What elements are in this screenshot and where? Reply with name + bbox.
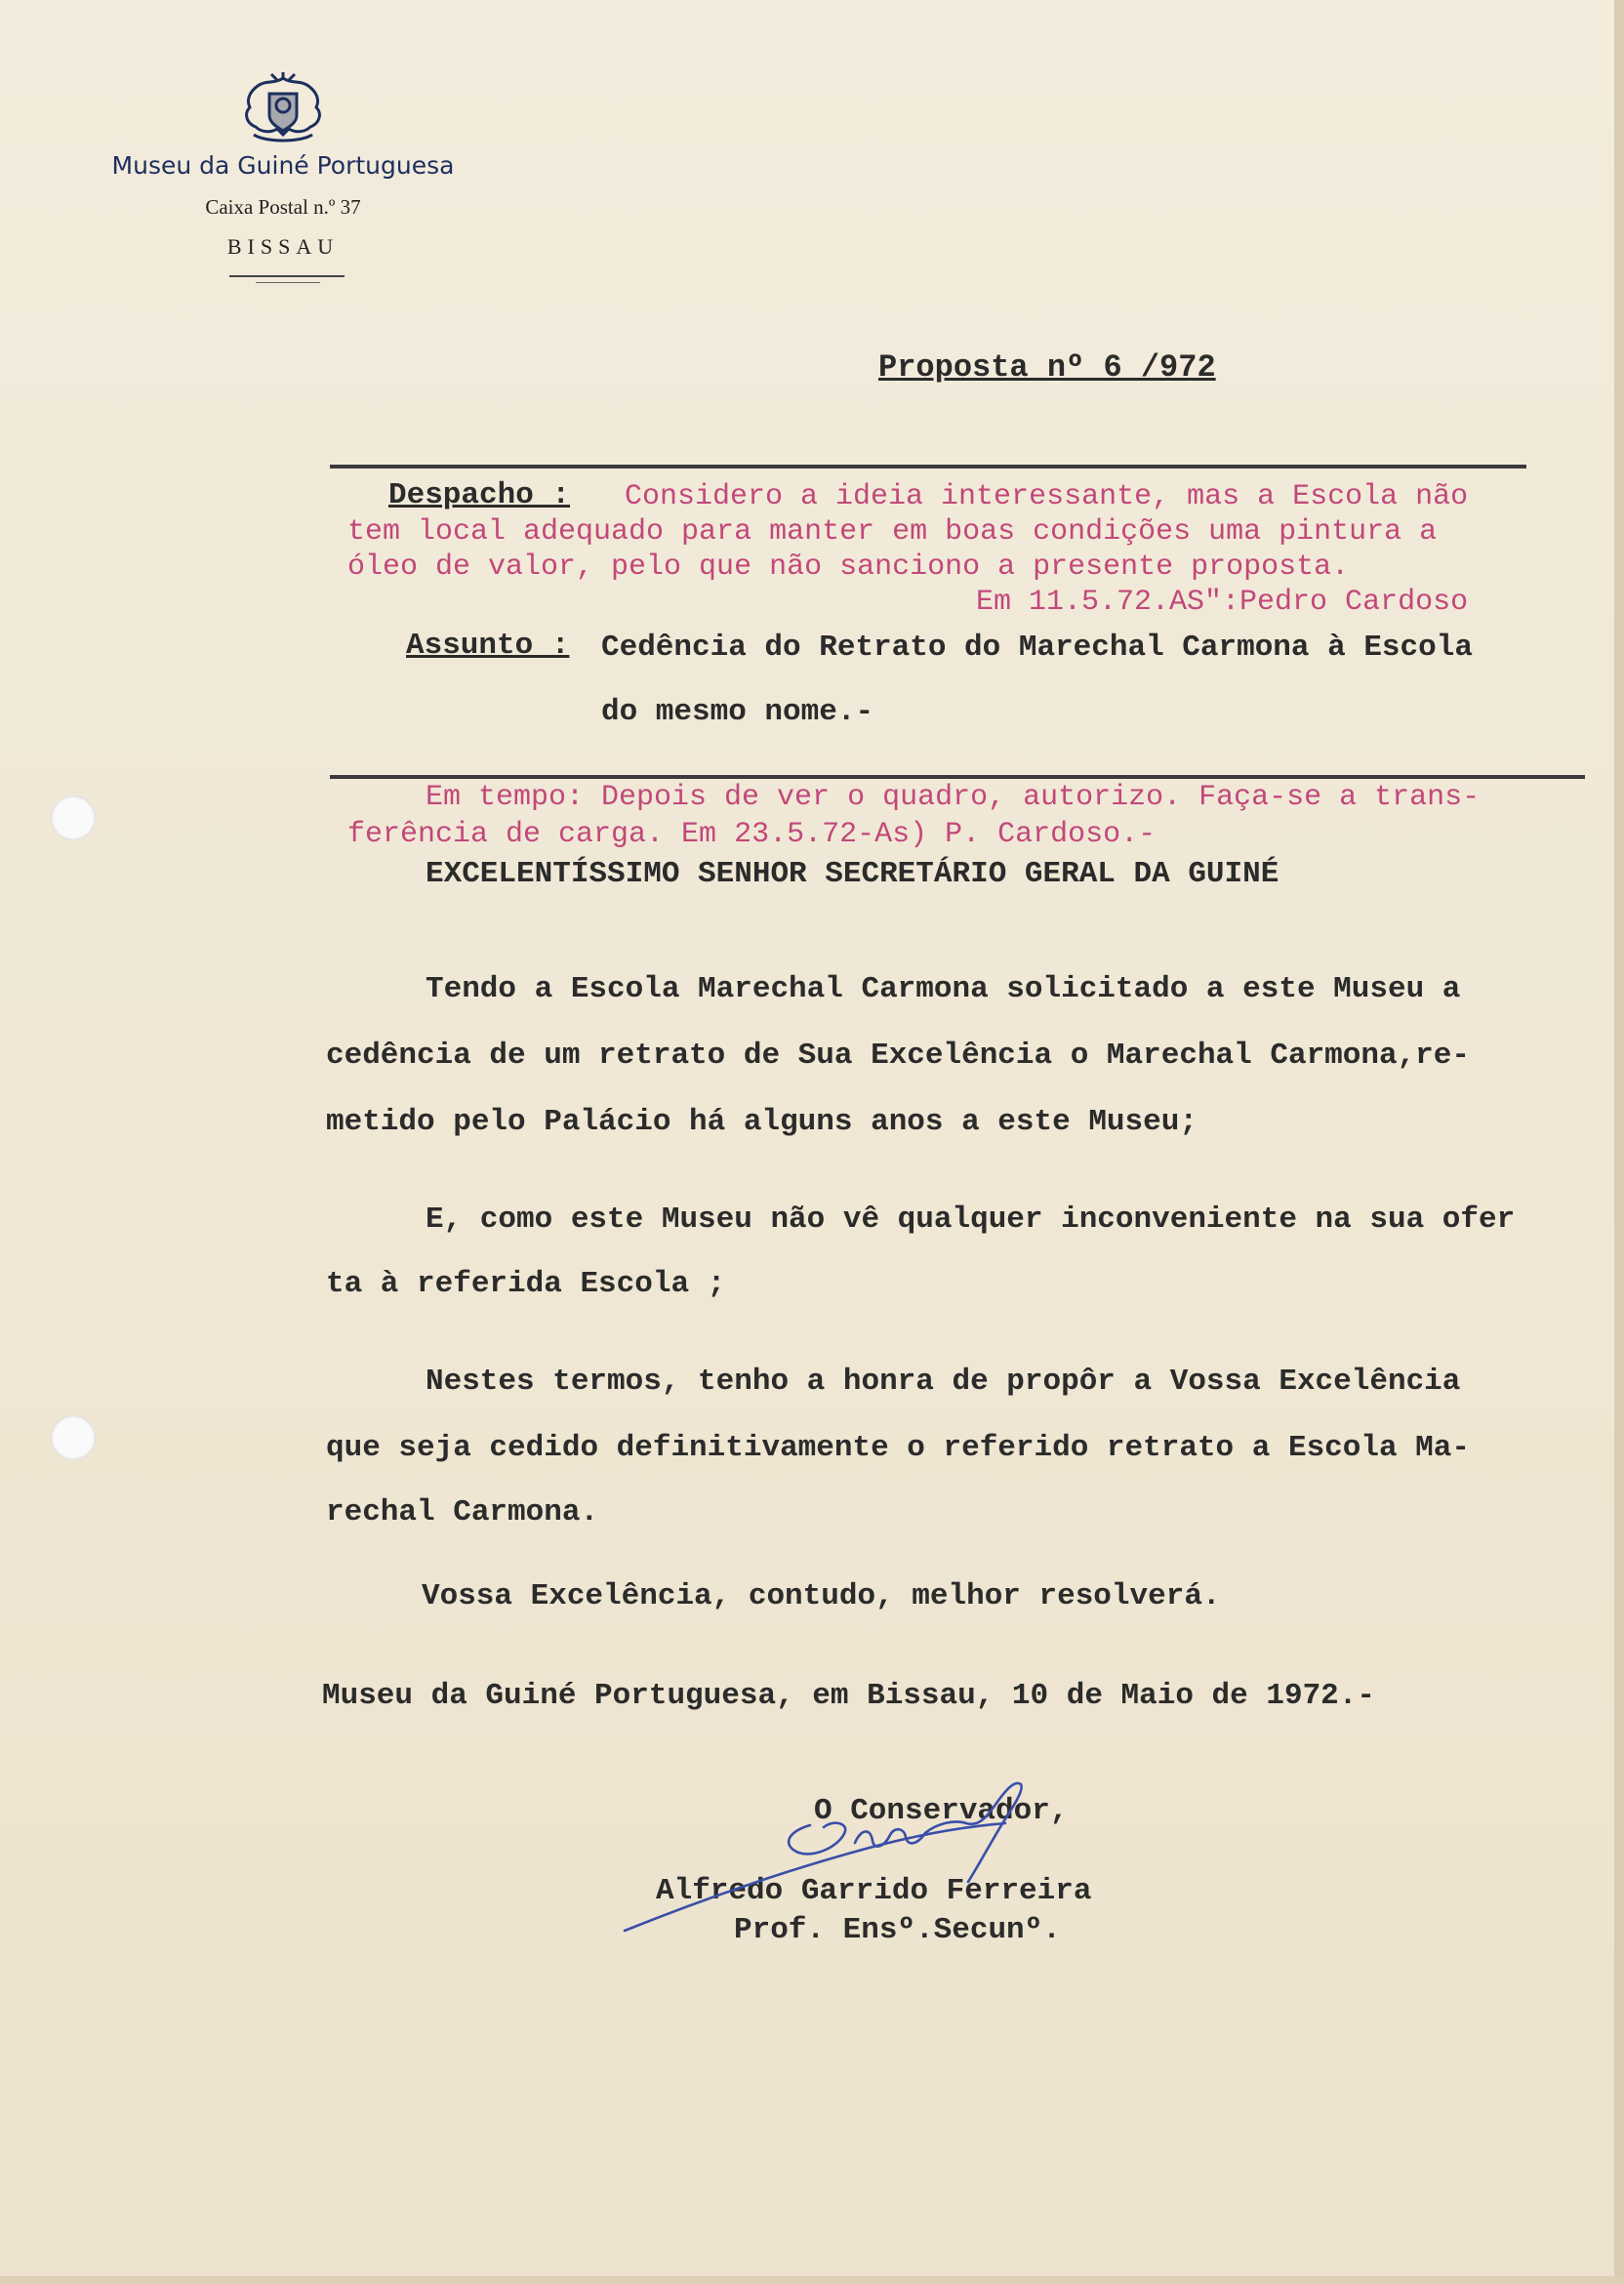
signatory-title: Prof. Ensº.Secunº. bbox=[734, 1913, 1061, 1947]
punch-hole-upper bbox=[51, 795, 96, 840]
despacho-line-2: tem local adequado para manter em boas condições uma pintura a bbox=[347, 515, 1438, 549]
signatory-role: O Conservador, bbox=[814, 1794, 1069, 1828]
despacho-line-3: óleo de valor, pelo que não sanciono a presente proposta. bbox=[347, 551, 1350, 584]
place-and-date: Museu da Guiné Portuguesa, em Bissau, 10 de Maio de 1972.- bbox=[322, 1679, 1375, 1713]
body-p3-line-3: rechal Carmona. bbox=[326, 1495, 599, 1529]
subject-line-1: Cedência do Retrato do Marechal Carmona à Escola bbox=[601, 631, 1473, 665]
signatory-name: Alfredo Garrido Ferreira bbox=[656, 1874, 1092, 1908]
body-p2-line-1: E, como este Museu não vê qualquer inconveniente na sua ofer bbox=[426, 1203, 1516, 1237]
subject-label: Assunto : bbox=[406, 629, 570, 663]
body-p3-line-1: Nestes termos, tenho a honra de propôr a Vossa Excelência bbox=[426, 1365, 1461, 1399]
city: BISSAU bbox=[226, 234, 340, 259]
coat-of-arms-emblem-icon bbox=[236, 70, 330, 148]
body-p2-line-2: ta à referida Escola ; bbox=[326, 1267, 726, 1301]
page-edge-right bbox=[1614, 0, 1624, 2284]
despacho-line-1: Considero a ideia interessante, mas a Escola não bbox=[625, 480, 1469, 513]
despacho-label: Despacho : bbox=[388, 478, 571, 512]
despacho-signoff: Em 11.5.72.AS":Pedro Cardoso bbox=[976, 586, 1469, 619]
letterhead-rule bbox=[229, 275, 345, 277]
page-edge-bottom bbox=[0, 2276, 1624, 2284]
letterhead-rule-short bbox=[256, 282, 320, 283]
body-p1-line-3: metido pelo Palácio há alguns anos a este Museu; bbox=[326, 1105, 1198, 1139]
proposal-number: Proposta nº 6 /972 bbox=[878, 349, 1216, 386]
middle-divider bbox=[330, 775, 1585, 779]
postal-box: Caixa Postal n.º 37 bbox=[205, 195, 361, 219]
em-tempo-line-2: ferência de carga. Em 23.5.72-As) P. Cardoso.- bbox=[347, 818, 1157, 851]
body-p1-line-1: Tendo a Escola Marechal Carmona solicitado a este Museu a bbox=[426, 972, 1461, 1006]
body-p4-line-1: Vossa Excelência, contudo, melhor resolverá. bbox=[422, 1579, 1221, 1613]
body-p3-line-2: que seja cedido definitivamente o referido retrato a Escola Ma- bbox=[326, 1431, 1470, 1465]
salutation: EXCELENTÍSSIMO SENHOR SECRETÁRIO GERAL DA GUINÉ bbox=[426, 857, 1279, 891]
top-divider bbox=[330, 465, 1526, 469]
subject-line-2: do mesmo nome.- bbox=[601, 695, 874, 729]
body-p1-line-2: cedência de um retrato de Sua Excelência o Marechal Carmona,re- bbox=[326, 1039, 1470, 1073]
museum-name: Museu da Guiné Portuguesa bbox=[111, 151, 455, 180]
handwritten-signature bbox=[615, 1776, 1142, 1952]
em-tempo-line-1: Em tempo: Depois de ver o quadro, autorizo. Faça-se a trans- bbox=[426, 781, 1481, 814]
punch-hole-lower bbox=[51, 1415, 96, 1460]
